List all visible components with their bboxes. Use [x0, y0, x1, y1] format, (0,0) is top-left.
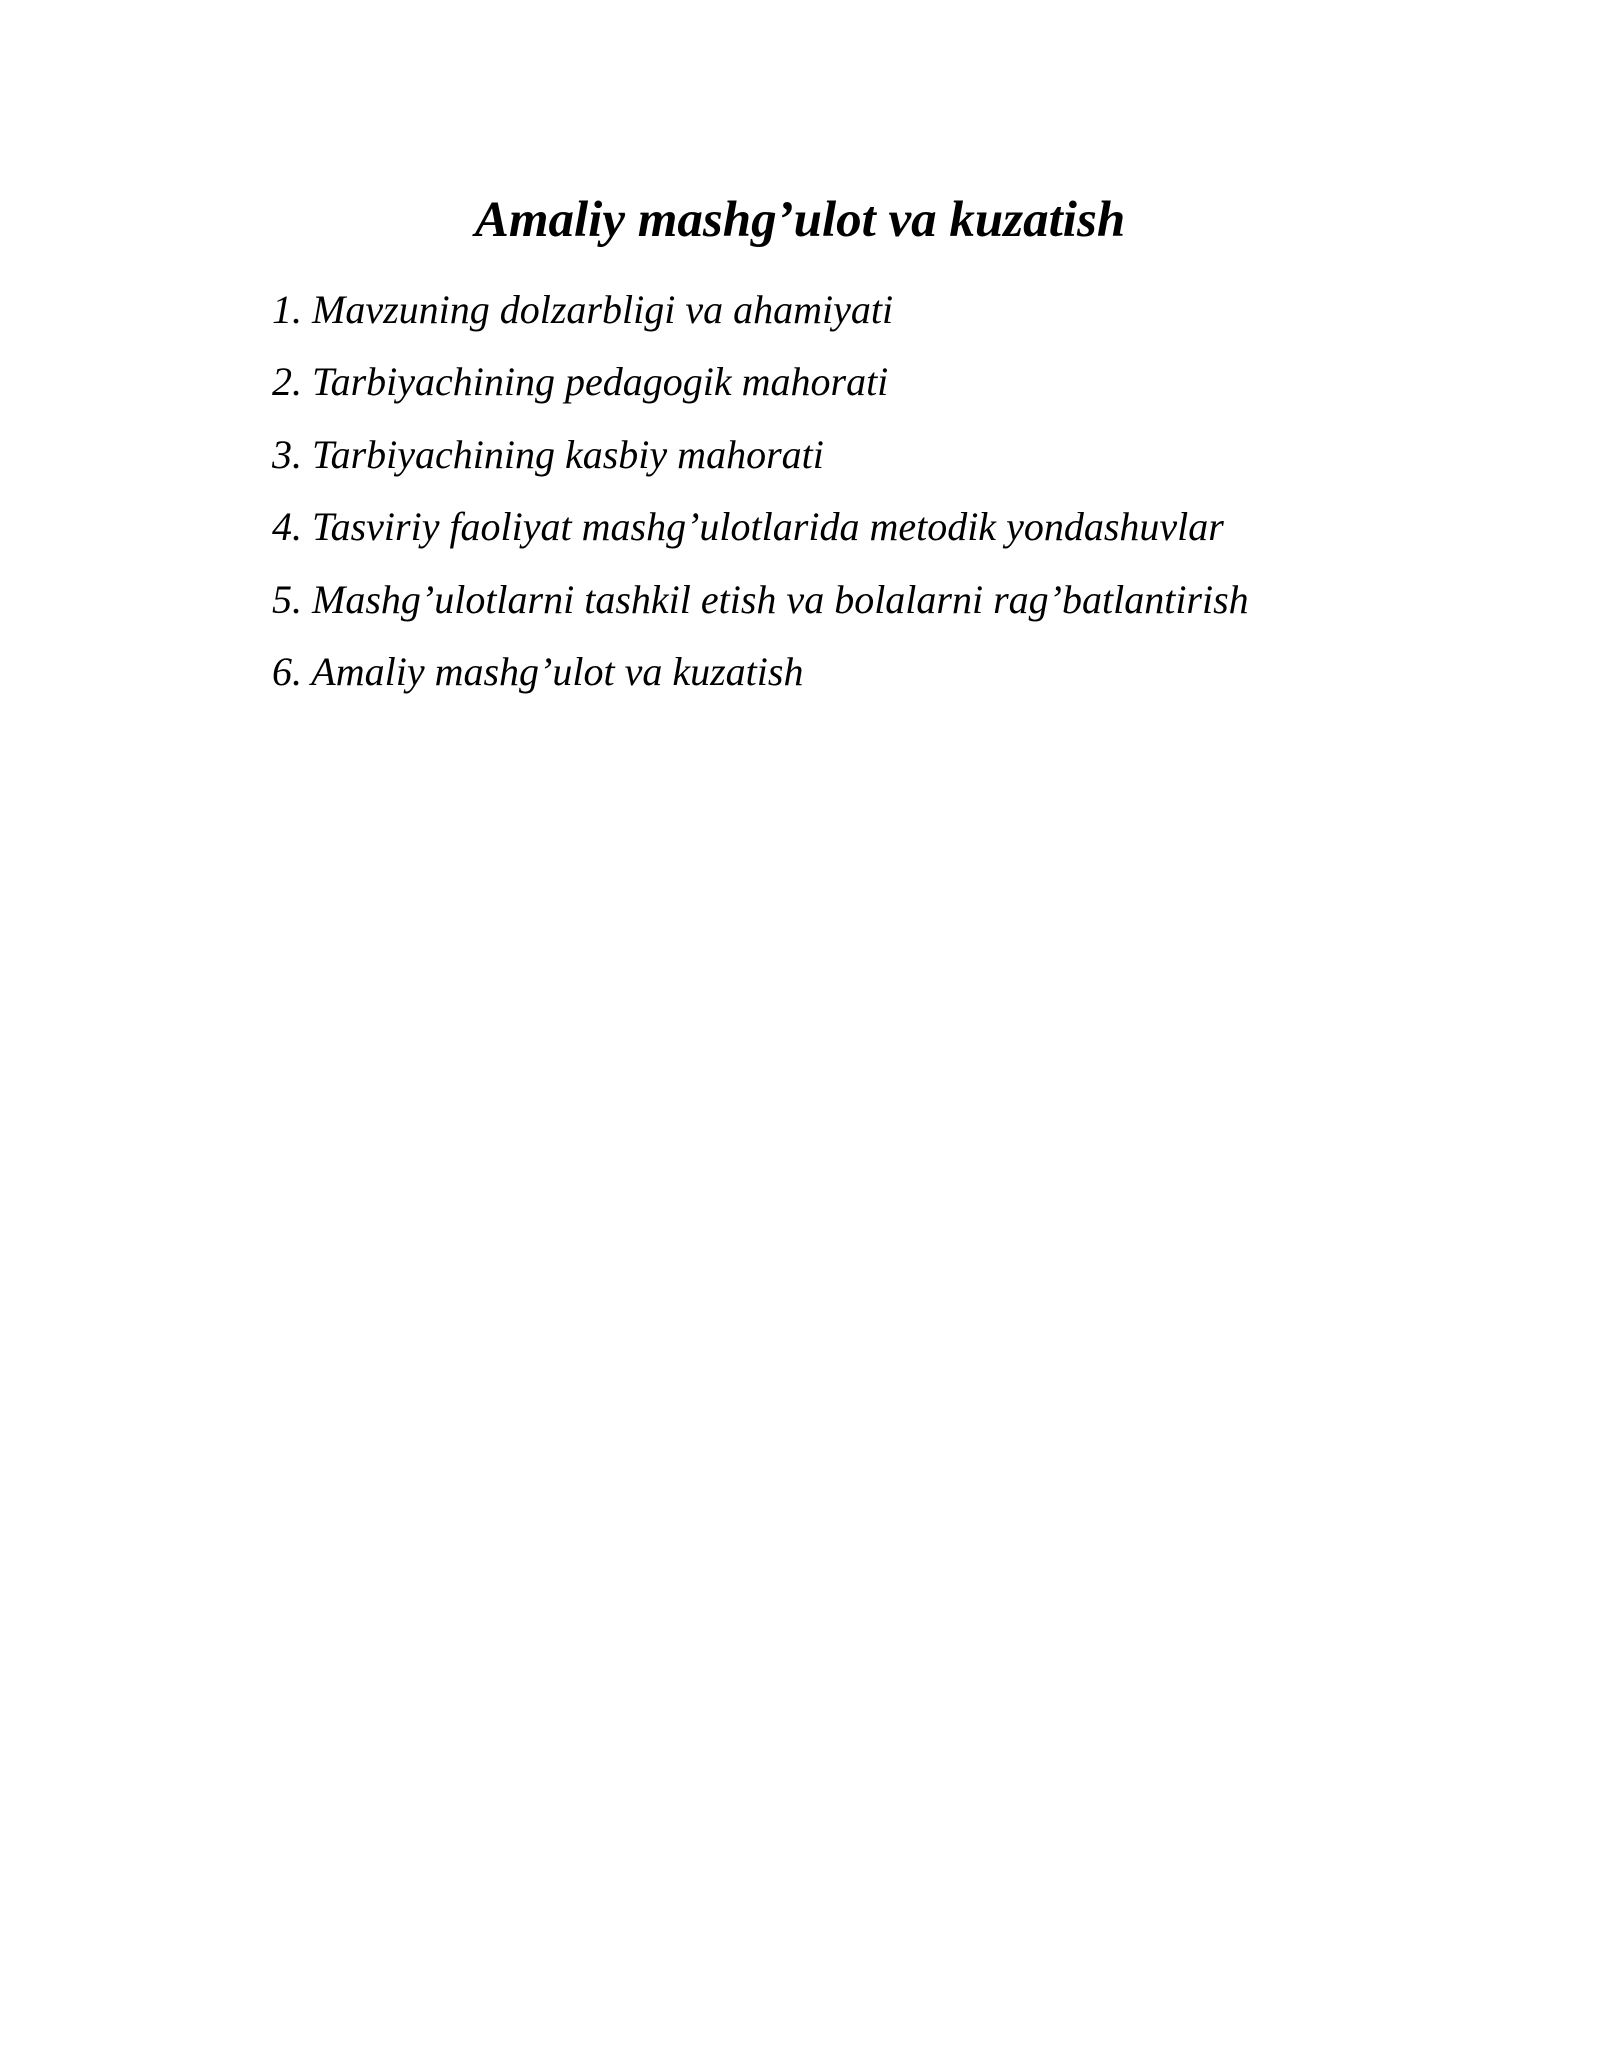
list-item: 6. Amaliy mashg’ulot va kuzatish [272, 648, 804, 694]
list-item: 1. Mavzuning dolzarbligi va ahamiyati [272, 287, 894, 332]
contents-list [272, 274, 1249, 708]
list-item: 2. Tarbiyachining pedagogik mahorati [272, 359, 889, 405]
list-item: 4. Tasviriy faoliyat mashg’ulotlarida metodik yondashuvlar [272, 504, 1224, 550]
document-title: Amaliy mashg’ulot va kuzatish [474, 192, 1126, 248]
list-item: 3. Tarbiyachining kasbiy mahorati [272, 431, 824, 477]
list-item: 5. Mashg’ulotlarni tashkil etish va bolalarni rag’batlantirish [272, 576, 1249, 622]
